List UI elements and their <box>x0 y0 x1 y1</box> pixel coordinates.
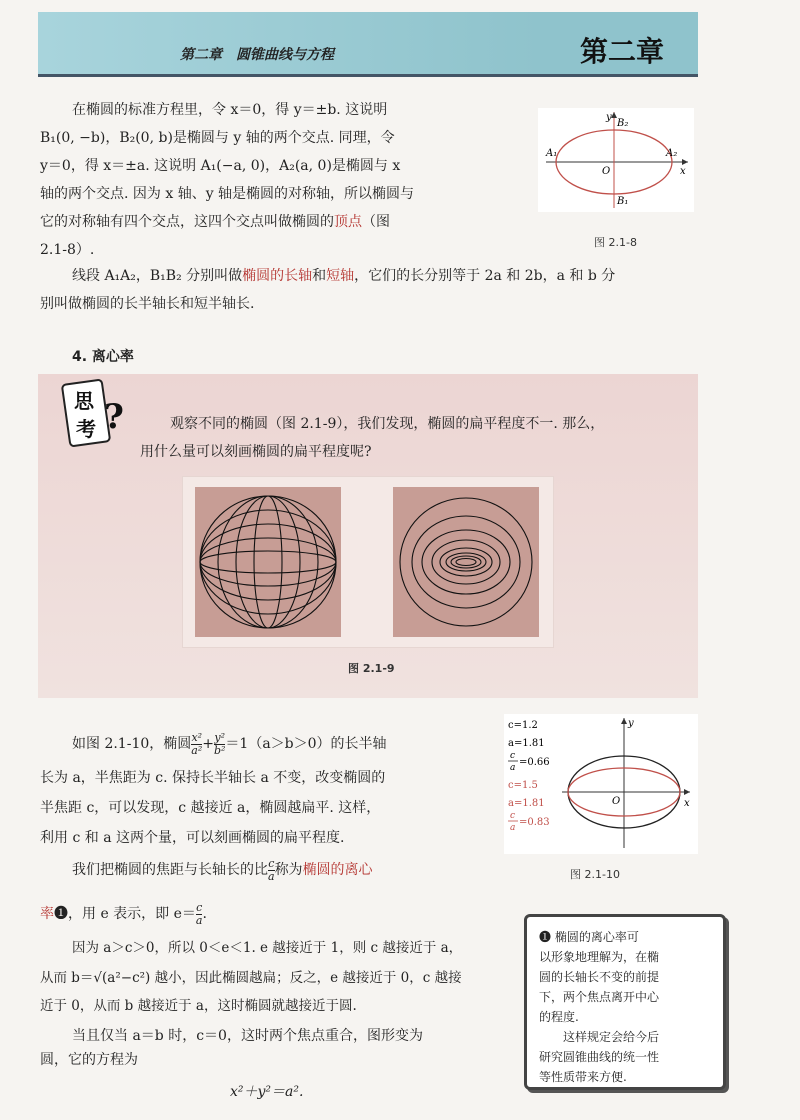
fig10-ratio1: =0.66 <box>519 757 550 768</box>
ecc-para-line-1: 如图 2.1-10，椭圆 $\frac{\text{x²}}{\text{a²}}$ + $\frac{\text{y²}}{\text{b²}}$ ＝1（a＞b＞0）的长半轴 <box>72 730 387 757</box>
svg-text:a: a <box>510 763 516 773</box>
chapter-title: 第二章 圆锥曲线与方程 <box>180 47 334 63</box>
ecc-para-line-3: 半焦距 c，可以发现，c 越接近 a，椭圆越扁平. 这样， <box>40 800 381 816</box>
svg-text:思: 思 <box>74 389 94 413</box>
equal-para-line-1: 当且仅当 a＝b 时，c＝0，这时两个焦点重合，图形变为 <box>72 1028 423 1044</box>
note-line-5: 的程度. <box>539 1010 579 1024</box>
because-para-line-1: 因为 a＞c＞0，所以 0＜e＜1. e 越接近于 1，则 c 越接近于 a， <box>72 940 463 956</box>
think-line-2: 用什么量可以刻画椭圆的扁平程度呢? <box>140 444 372 460</box>
note-line-8: 等性质带来方便. <box>539 1070 627 1084</box>
section-title: 4. 离心率 <box>72 349 134 365</box>
figure-2-1-9-caption: 图 2.1-9 <box>348 662 395 675</box>
fig10-c1: c=1.2 <box>508 720 538 731</box>
vertex-para-line-4: 轴的两个交点. 因为 x 轴、y 轴是椭圆的对称轴，所以椭圆与 <box>40 186 415 202</box>
because-para-line-2: 从而 b＝√(a²−c²) 越小，因此椭圆越扁；反之，e 越接近于 0，c 越接 <box>40 970 462 986</box>
fig8-b1-label: B₁ <box>617 196 629 207</box>
fig9-ellipses-nested <box>393 487 539 637</box>
fig8-a2-label: A₂ <box>666 148 678 159</box>
fig10-x-label: x <box>684 798 690 809</box>
footnote-marker: ❶ <box>54 906 68 922</box>
ecc-para-line-2: 长为 a，半焦距为 c. 保持长半轴长 a 不变，改变椭圆的 <box>40 770 386 786</box>
vertex-para-line-5: 它的对称轴有四个交点，这四个交点叫做椭圆的顶点（图 <box>40 214 390 230</box>
note-line-1: ❶ 椭圆的离心率可 <box>539 930 639 944</box>
fig10-ratio2: =0.83 <box>519 817 550 828</box>
note-line-7: 研究圆锥曲线的统一性 <box>539 1050 660 1064</box>
axis-para-line-2: 别叫做椭圆的长半轴长和短半轴长. <box>40 296 255 312</box>
fig10-y-label: y <box>628 718 634 729</box>
chapter-mark: 第二章 <box>580 35 665 68</box>
fig8-x-label: x <box>680 166 686 177</box>
fig9-panel-nested <box>393 487 539 637</box>
svg-text:?: ? <box>104 397 124 437</box>
term-major-axis: 椭圆的长轴 <box>242 268 313 284</box>
equal-para-line-2: 圆，它的方程为 <box>40 1052 138 1068</box>
fig8-origin-label: O <box>602 166 611 177</box>
fig10-a2: a=1.81 <box>508 798 545 809</box>
fig8-y-label: y <box>606 112 612 123</box>
think-line-1: 观察不同的椭圆（图 2.1-9），我们发现，椭圆的扁平程度不一. 那么， <box>170 416 605 432</box>
figure-2-1-10 <box>504 714 698 854</box>
term-minor-axis: 短轴 <box>326 268 355 284</box>
fig10-origin-label: O <box>612 796 621 807</box>
fig9-ellipses-fixed-major-axis <box>195 487 341 637</box>
ecc-para-line-4: 利用 c 和 a 这两个量，可以刻画椭圆的扁平程度. <box>40 830 345 846</box>
vertex-para-line-6: 2.1-8）. <box>40 242 95 258</box>
figure-2-1-10-caption: 图 2.1-10 <box>570 868 620 881</box>
figure-2-1-8 <box>538 108 694 212</box>
circle-equation: x²＋y²＝a². <box>230 1084 304 1100</box>
svg-text:c: c <box>510 811 516 821</box>
vertex-para-line-1: 在椭圆的标准方程里，令 x＝0，得 y＝±b. 这说明 <box>72 102 388 118</box>
fig10-a1: a=1.81 <box>508 738 545 749</box>
term-eccentricity: 椭圆的离心 <box>302 862 373 878</box>
svg-text:a: a <box>510 823 516 833</box>
note-line-2: 以形象地理解为，在椭 <box>539 950 660 964</box>
term-vertex: 顶点 <box>334 214 362 230</box>
svg-text:考: 考 <box>76 417 96 441</box>
fig8-a1-label: A₁ <box>546 148 558 159</box>
fig9-panel-confocal <box>195 487 341 637</box>
figure-2-1-8-caption: 图 2.1-8 <box>594 236 637 249</box>
note-line-4: 下，两个焦点离开中心 <box>539 990 660 1004</box>
fig10-c2: c=1.5 <box>508 780 538 791</box>
ecc-para-line-5: 我们把椭圆的焦距与长轴长的比 $\frac{c}{a}$ 称为椭圆的离心 <box>72 856 373 883</box>
figure-2-1-9 <box>182 476 554 648</box>
note-line-3: 圆的长轴长不变的前提 <box>539 970 660 984</box>
fig8-b2-label: B₂ <box>617 118 629 129</box>
note-line-6: 这样规定会给今后 <box>563 1030 660 1044</box>
axis-para-line-1: 线段 A₁A₂，B₁B₂ 分别叫做椭圆的长轴和短轴，它们的长分别等于 2a 和 2b，a 和 b 分 <box>72 268 616 284</box>
svg-text:c: c <box>510 751 516 761</box>
ecc-para-line-6: 率❶，用 e 表示，即 e＝ $\frac{c}{a}$ . <box>40 900 207 927</box>
because-para-line-3: 近于 0，从而 b 越接近于 a，这时椭圆就越接近于圆. <box>40 998 357 1014</box>
side-note <box>524 914 726 1090</box>
think-badge-icon <box>60 378 132 450</box>
vertex-para-line-2: B₁(0, −b)，B₂(0, b)是椭圆与 y 轴的两个交点. 同理，令 <box>40 130 395 146</box>
vertex-para-line-3: y＝0，得 x＝±a. 这说明 A₁(−a, 0)，A₂(a, 0)是椭圆与 x <box>40 158 401 174</box>
